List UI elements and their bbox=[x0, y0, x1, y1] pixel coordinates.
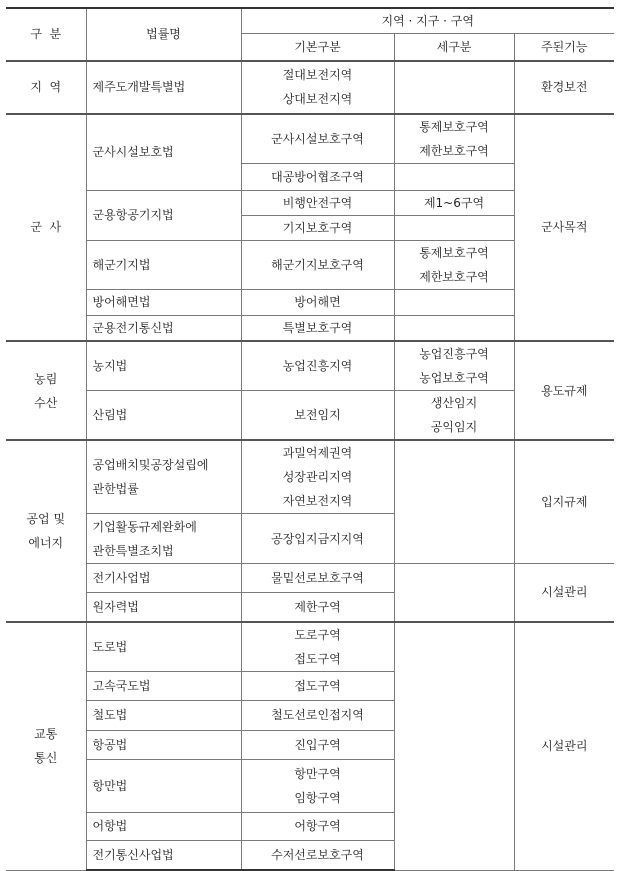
zoning-law-table bbox=[6, 7, 614, 871]
header-law-name: 법률명 bbox=[86, 8, 241, 61]
header-category: 구 분 bbox=[6, 8, 86, 61]
basic-item: 자연보전지역 bbox=[282, 494, 353, 508]
sub-item: 통제보호구역 bbox=[419, 119, 489, 134]
law-cell bbox=[86, 514, 241, 564]
law-line: 공업배치및공장설립에 bbox=[92, 458, 209, 472]
sub-item: 제한보호구역 bbox=[419, 269, 489, 284]
basic-cell bbox=[241, 440, 394, 514]
sub-cell bbox=[394, 564, 514, 622]
sub-item: 통제보호구역 bbox=[419, 245, 489, 260]
law-cell: 제주도개발특별법 bbox=[86, 61, 241, 114]
function-cell: 시설관리 bbox=[514, 622, 614, 871]
sub-cell bbox=[394, 315, 514, 341]
basic-cell: 물밑선로보호구역 bbox=[241, 564, 394, 593]
basic-item: 상대보전지역 bbox=[282, 92, 353, 106]
law-line: 관한특별조치법 bbox=[92, 543, 174, 558]
category-cell bbox=[6, 341, 86, 440]
law-cell bbox=[86, 440, 241, 514]
basic-cell bbox=[241, 61, 394, 114]
function-cell: 입지규제 bbox=[514, 440, 614, 564]
category-cell: 지 역 bbox=[6, 61, 86, 114]
sub-cell bbox=[394, 215, 514, 240]
header-region-group: 지역 · 지구 · 구역 bbox=[241, 8, 614, 34]
law-cell: 방어해면법 bbox=[86, 289, 241, 315]
law-cell: 고속국도법 bbox=[86, 671, 241, 700]
law-cell: 전기사업법 bbox=[86, 564, 241, 593]
basic-cell: 진입구역 bbox=[241, 730, 394, 759]
basic-cell: 비행안전구역 bbox=[241, 190, 394, 215]
basic-cell: 방어해면 bbox=[241, 289, 394, 315]
basic-cell: 기지보호구역 bbox=[241, 215, 394, 240]
law-cell: 군용항공기지법 bbox=[86, 190, 241, 240]
category-cell: 군 사 bbox=[6, 114, 86, 342]
basic-cell bbox=[241, 759, 394, 812]
law-cell: 어항법 bbox=[86, 812, 241, 840]
basic-item: 임항구역 bbox=[294, 790, 341, 805]
basic-item: 항만구역 bbox=[294, 766, 341, 781]
basic-cell: 제한구역 bbox=[241, 593, 394, 622]
basic-item: 절대보전지역 bbox=[282, 68, 353, 82]
basic-cell: 공장입지금지지역 bbox=[241, 514, 394, 564]
header-basic: 기본구분 bbox=[241, 34, 394, 61]
law-cell: 농지법 bbox=[86, 341, 241, 391]
law-line: 기업활동규제완화에 bbox=[92, 519, 197, 534]
law-cell: 항만법 bbox=[86, 759, 241, 812]
category-line: 통신 bbox=[34, 751, 58, 765]
basic-item: 접도구역 bbox=[294, 651, 341, 666]
sub-item: 제한보호구역 bbox=[419, 143, 489, 158]
sub-cell bbox=[394, 440, 514, 564]
sub-item: 농업진흥구역 bbox=[419, 347, 489, 361]
category-line: 공업 및 bbox=[26, 511, 66, 526]
sub-cell bbox=[394, 240, 514, 289]
basic-cell: 접도구역 bbox=[241, 671, 394, 700]
sub-cell bbox=[394, 61, 514, 114]
category-line: 에너지 bbox=[28, 535, 64, 550]
basic-cell: 철도선로인접지역 bbox=[241, 700, 394, 730]
function-cell: 용도규제 bbox=[514, 341, 614, 440]
law-cell: 산림법 bbox=[86, 391, 241, 441]
basic-cell: 해군기지보호구역 bbox=[241, 240, 394, 289]
header-function: 주된기능 bbox=[514, 34, 614, 61]
function-cell: 시설관리 bbox=[514, 564, 614, 622]
basic-cell: 군사시설보호구역 bbox=[241, 114, 394, 164]
law-cell: 원자력법 bbox=[86, 593, 241, 622]
basic-item: 성장관리지역 bbox=[282, 470, 353, 484]
law-cell: 전기통신사업법 bbox=[86, 840, 241, 870]
law-cell: 항공법 bbox=[86, 730, 241, 759]
category-cell bbox=[6, 622, 86, 871]
basic-item: 도로구역 bbox=[294, 627, 341, 642]
law-cell: 도로법 bbox=[86, 622, 241, 672]
sub-cell bbox=[394, 114, 514, 164]
law-cell: 철도법 bbox=[86, 700, 241, 730]
sub-item: 공익임지 bbox=[430, 420, 478, 434]
category-cell bbox=[6, 440, 86, 622]
basic-item: 과밀억제권역 bbox=[282, 446, 353, 460]
sub-cell bbox=[394, 289, 514, 315]
category-line: 수산 bbox=[34, 395, 58, 410]
law-cell: 군사시설보호법 bbox=[86, 114, 241, 191]
sub-cell bbox=[394, 391, 514, 441]
basic-cell bbox=[241, 622, 394, 672]
law-cell: 해군기지법 bbox=[86, 240, 241, 289]
law-line: 관한법률 bbox=[92, 482, 139, 496]
basic-cell: 수저선로보호구역 bbox=[241, 840, 394, 870]
category-line: 교통 bbox=[34, 727, 58, 741]
basic-cell: 어항구역 bbox=[241, 812, 394, 840]
sub-cell bbox=[394, 163, 514, 190]
basic-cell: 특별보호구역 bbox=[241, 315, 394, 341]
sub-cell bbox=[394, 622, 514, 871]
function-cell: 환경보전 bbox=[514, 61, 614, 114]
law-cell: 군용전기통신법 bbox=[86, 315, 241, 341]
basic-cell: 대공방어협조구역 bbox=[241, 163, 394, 190]
sub-item: 농업보호구역 bbox=[419, 371, 489, 385]
basic-cell: 보전임지 bbox=[241, 391, 394, 441]
header-sub: 세구분 bbox=[394, 34, 514, 61]
basic-cell: 농업진흥지역 bbox=[241, 341, 394, 391]
sub-cell: 제1~6구역 bbox=[394, 190, 514, 215]
category-line: 농림 bbox=[34, 371, 58, 386]
sub-cell bbox=[394, 341, 514, 391]
function-cell: 군사목적 bbox=[514, 114, 614, 342]
sub-item: 생산임지 bbox=[430, 396, 478, 410]
